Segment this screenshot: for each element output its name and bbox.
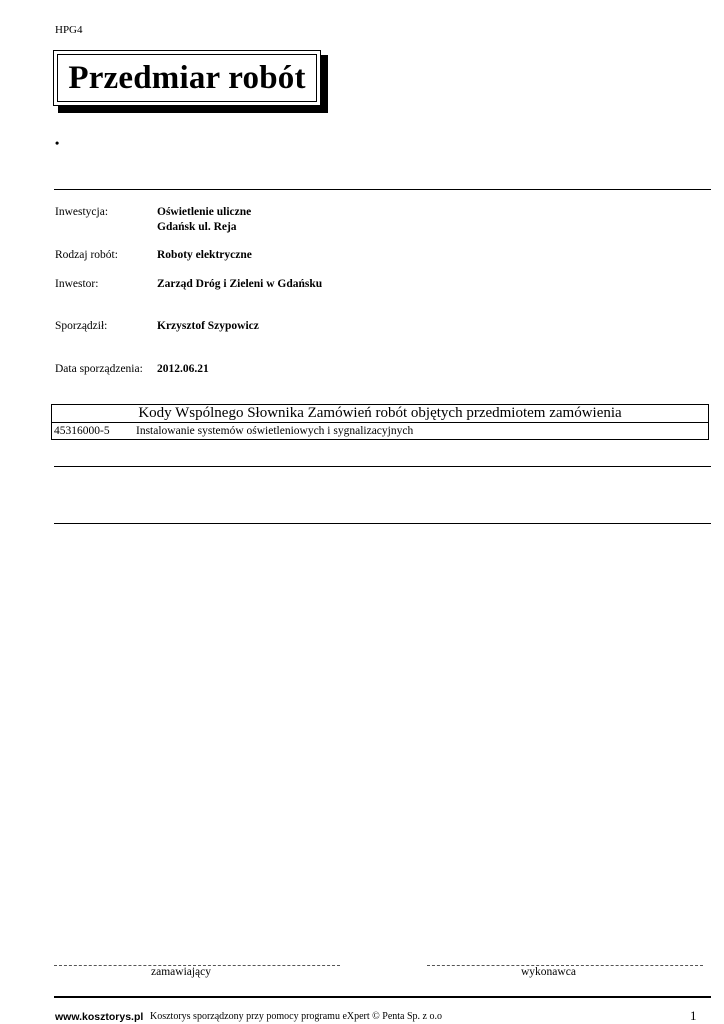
cpv-table: [51, 404, 709, 440]
title-box: [53, 50, 321, 106]
footer-divider: [54, 996, 711, 998]
investment-value-line2: Gdańsk ul. Reja: [157, 221, 237, 233]
page-number: 1: [690, 1008, 697, 1023]
divider-top: [54, 189, 711, 190]
work-type-value: Roboty elektryczne: [157, 249, 252, 261]
divider-middle: [54, 466, 711, 467]
investment-label: Inwestycja:: [55, 206, 109, 218]
table-row: [52, 423, 709, 440]
footer-brand-link[interactable]: www.kosztorys.pl: [55, 1011, 144, 1023]
work-type-label: Rodzaj robót:: [55, 249, 118, 261]
cpv-description: Instalowanie systemów oświetleniowych i sygnalizacyjnych: [136, 425, 414, 437]
page-title: Przedmiar robót: [68, 59, 306, 96]
date-value: 2012.06.21: [157, 363, 209, 375]
investor-label: Inwestor:: [55, 278, 99, 290]
footer-note: Kosztorys sporządzony przy pomocy programu eXpert © Penta Sp. z o.o: [150, 1011, 442, 1022]
cpv-code: 45316000-5: [54, 425, 110, 437]
investor-value: Zarząd Dróg i Zieleni w Gdańsku: [157, 278, 323, 290]
cpv-table-header: Kody Wspólnego Słownika Zamówień robót objętych przedmiotem zamówienia: [52, 405, 709, 423]
title-frame: [57, 54, 317, 102]
author-label: Sporządził:: [55, 320, 108, 332]
investment-value-line1: Oświetlenie uliczne: [157, 206, 252, 218]
signature-label-right: wykonawca: [521, 966, 576, 978]
bullet-mark: •: [55, 136, 60, 150]
signature-label-left: zamawiający: [151, 966, 212, 978]
document-code: HPG4: [55, 24, 83, 36]
author-value: Krzysztof Szypowicz: [157, 320, 259, 332]
date-label: Data sporządzenia:: [55, 363, 143, 375]
divider-lower: [54, 523, 711, 524]
